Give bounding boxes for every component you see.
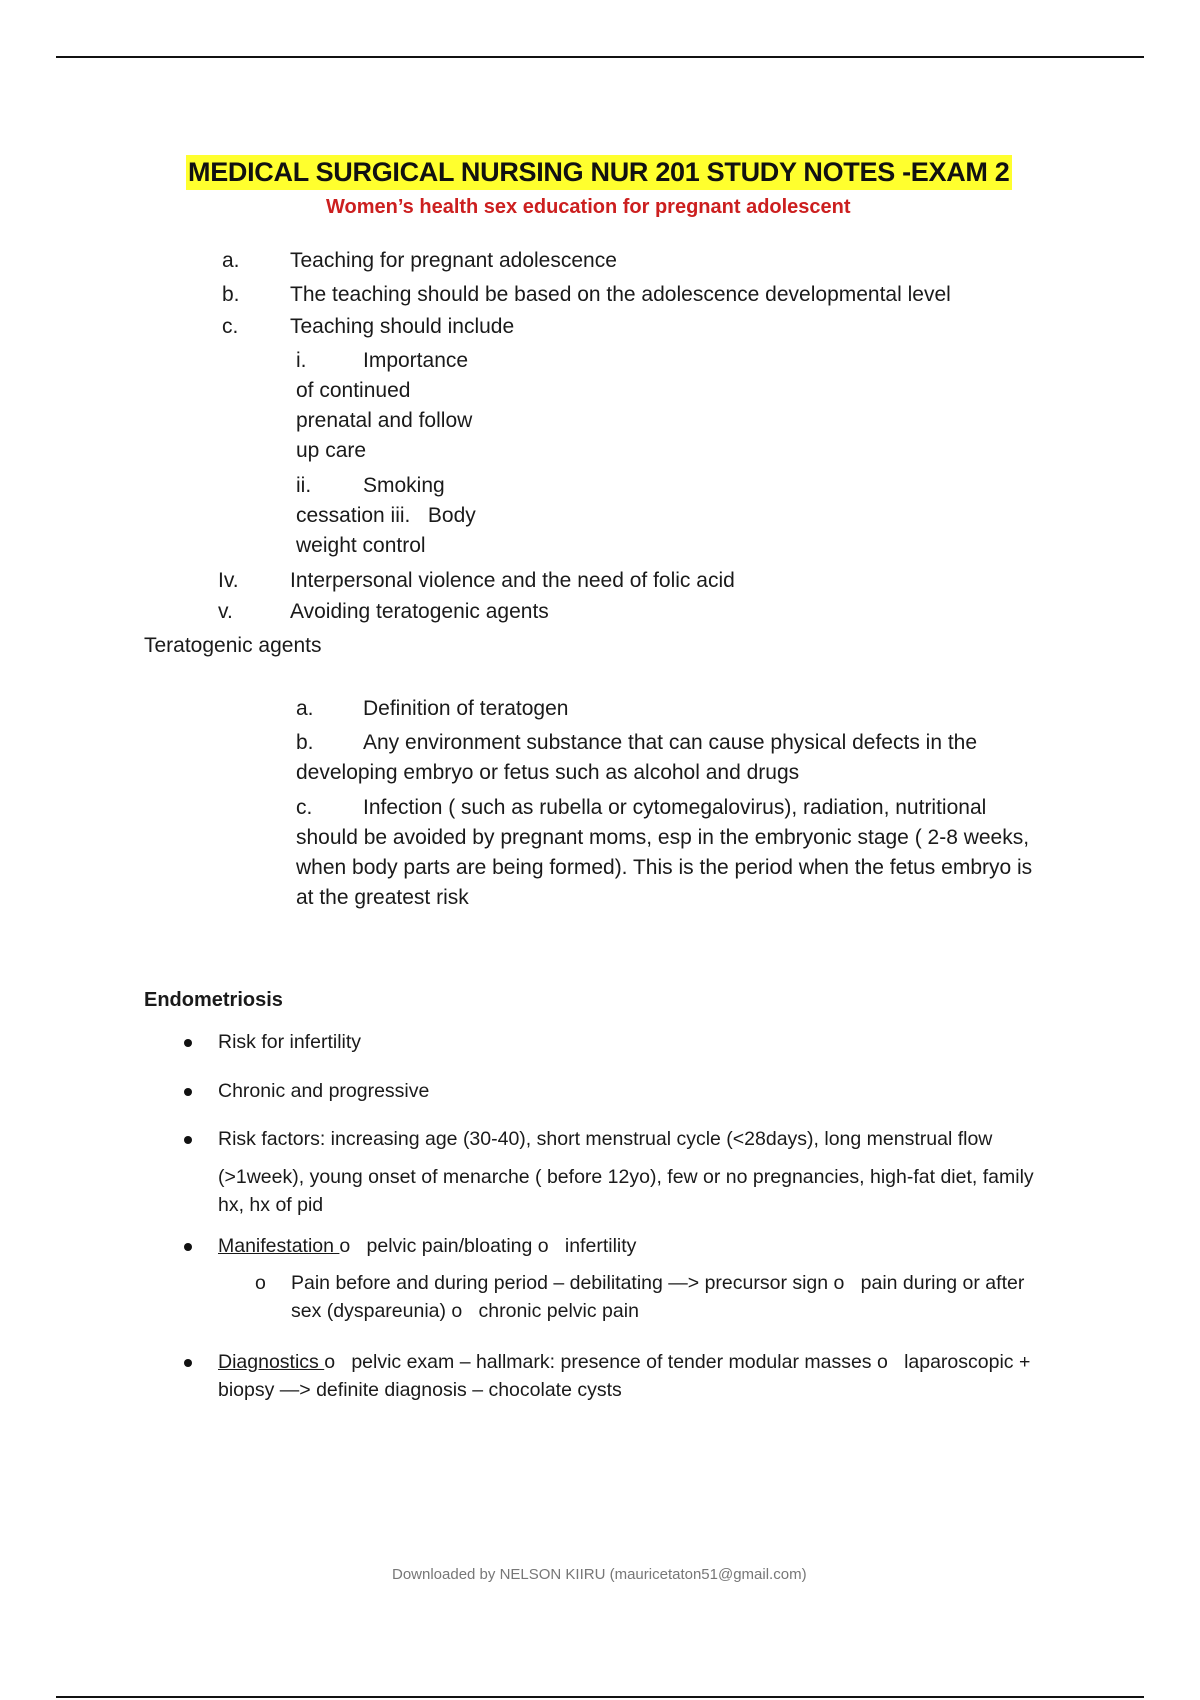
list-marker: a. [296,697,314,720]
list-item: Teaching should include [290,315,515,338]
list-item-line: should be avoided by pregnant moms, esp in the embryonic stage ( 2-8 weeks, [296,826,1030,849]
bullet-item-line: biopsy —> definite diagnosis – chocolate cysts [218,1379,622,1401]
bullet-item [218,1351,1030,1374]
section-heading: Endometriosis [144,989,283,1011]
list-item: Infection ( such as rubella or cytomegalovirus), radiation, nutritional [363,796,987,819]
list-item-line: cessation iii. Body [296,504,476,527]
list-item-line: prenatal and follow [296,409,473,432]
list-item: Avoiding teratogenic agents [290,600,549,623]
list-marker: b. [296,731,314,754]
list-item-line: of continued [296,379,411,402]
top-rule [56,56,1144,58]
list-item-line: weight control [296,534,426,557]
list-marker: ii. [296,474,312,497]
list-item-line: up care [296,439,367,462]
list-marker: c. [296,796,313,819]
list-item: Interpersonal violence and the need of folic acid [290,569,735,592]
list-item-line: developing embryo or fetus such as alcohol and drugs [296,761,800,784]
sub-bullet-item-line: sex (dyspareunia) o chronic pelvic pain [291,1300,639,1322]
sub-bullet-marker: o [255,1272,266,1294]
document-subtitle: Women’s health sex education for pregnant adolescent [326,196,851,218]
bottom-rule [56,1696,1144,1698]
list-marker: Iv. [218,569,239,592]
list-marker: i. [296,349,307,372]
bullet-icon [184,1359,192,1367]
list-item: Teaching for pregnant adolescence [290,249,617,272]
download-footer: Downloaded by NELSON KIIRU (mauricetaton51@gmail.com) [392,1566,807,1583]
document-title: MEDICAL SURGICAL NURSING NUR 201 STUDY NOTES -EXAM 2 [186,155,1012,190]
list-item: Any environment substance that can cause physical defects in the [363,731,978,754]
diagnostics-text: o pelvic exam – hallmark: presence of tender modular masses o laparoscopic + [324,1351,1031,1373]
list-marker: c. [222,315,239,338]
bullet-item-line: (>1week), young onset of menarche ( before 12yo), few or no pregnancies, high-fat diet, family [218,1166,1034,1188]
section-heading: Teratogenic agents [144,634,322,657]
list-item-line: when body parts are being formed). This is the period when the fetus embryo is [296,856,1033,879]
list-item: The teaching should be based on the adolescence developmental level [290,283,951,306]
bullet-icon [184,1039,192,1047]
manifestation-text: o pelvic pain/bloating o infertility [339,1235,637,1257]
list-item: Definition of teratogen [363,697,569,720]
bullet-item: Risk factors: increasing age (30-40), short menstrual cycle (<28days), long menstrual flow [218,1128,993,1150]
bullet-item [218,1235,636,1258]
sub-bullet-item: Pain before and during period – debilitating —> precursor sign o pain during or after [291,1272,1025,1294]
list-item: Smoking [363,474,445,497]
list-marker: v. [218,600,233,623]
bullet-icon [184,1136,192,1144]
list-marker: b. [222,283,240,306]
diagnostics-label: Diagnostics [218,1351,325,1373]
list-item: Importance [363,349,469,372]
bullet-item: Risk for infertility [218,1031,362,1053]
list-marker: a. [222,249,240,272]
bullet-icon [184,1243,192,1251]
bullet-item: Chronic and progressive [218,1080,430,1102]
manifestation-label: Manifestation [218,1235,340,1257]
list-item-line: at the greatest risk [296,886,469,909]
bullet-icon [184,1088,192,1096]
bullet-item-line: hx, hx of pid [218,1194,324,1216]
